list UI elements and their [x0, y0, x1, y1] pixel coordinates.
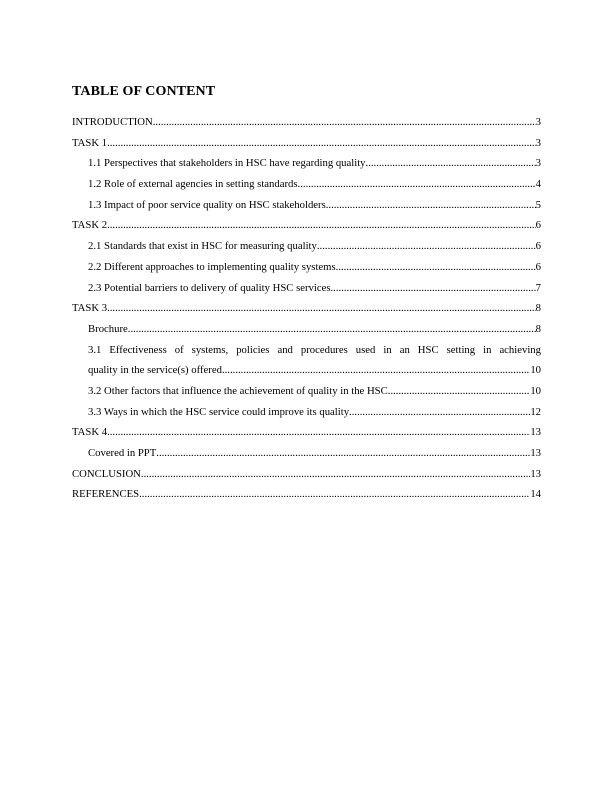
toc-entry-2-1[interactable]: [72, 236, 541, 257]
dot-leader: [222, 360, 530, 381]
toc-entry-3-3[interactable]: [72, 402, 541, 423]
toc-entry-page: 8: [535, 302, 541, 315]
dot-leader: [388, 381, 531, 402]
toc-entry-page: 3: [535, 116, 541, 128]
toc-entry-label: Brochure: [88, 322, 128, 335]
toc-entry-references[interactable]: [72, 484, 541, 505]
dot-leader: [298, 174, 536, 195]
toc-entry-brochure[interactable]: [72, 319, 541, 340]
toc-entry-1-2[interactable]: [72, 174, 541, 195]
dot-leader: [366, 153, 536, 174]
toc-entry-label: 1.1 Perspectives that stakeholders in HSC have regarding quality: [88, 157, 366, 170]
table-of-contents: [72, 112, 541, 505]
toc-entry-label: 1.2 Role of external agencies in setting standards: [88, 178, 298, 191]
dot-leader: [107, 133, 536, 154]
toc-entry-page: 5: [535, 198, 541, 211]
toc-entry-2-2[interactable]: [72, 257, 541, 278]
toc-entry-page: 7: [535, 281, 541, 294]
toc-entry-page: 4: [535, 178, 541, 191]
toc-entry-label: Covered in PPT: [88, 447, 157, 459]
dot-leader: [349, 402, 530, 423]
toc-title: TABLE OF CONTENT: [72, 84, 216, 99]
dot-leader: [107, 422, 530, 443]
toc-entry-page: 13: [530, 426, 541, 439]
toc-entry-page: 3: [535, 157, 541, 170]
toc-entry-task-3[interactable]: [72, 298, 541, 319]
toc-entry-label: 3.2 Other factors that influence the achievement of quality in the HSC: [88, 384, 388, 397]
dot-leader: [128, 319, 536, 340]
dot-leader: [331, 278, 536, 299]
dot-leader: [336, 257, 536, 278]
dot-leader: [139, 484, 530, 505]
toc-entry-1-3[interactable]: [72, 195, 541, 216]
toc-entry-page: 10: [530, 364, 541, 377]
toc-entry-label: TASK 3: [72, 302, 108, 315]
toc-entry-conclusion[interactable]: [72, 464, 541, 485]
toc-entry-page: 8: [535, 322, 541, 335]
dot-leader: [107, 298, 536, 319]
dot-leader: [326, 195, 536, 216]
toc-entry-label: 1.3 Impact of poor service quality on HSC stakeholders: [88, 198, 326, 211]
toc-entry-label: INTRODUCTION: [72, 116, 153, 128]
toc-entry-label: REFERENCES: [72, 488, 140, 501]
toc-entry-2-3[interactable]: [72, 278, 541, 299]
toc-entry-1-1[interactable]: [72, 153, 541, 174]
toc-entry-page: 6: [535, 240, 541, 253]
toc-entry-label: TASK 2: [72, 219, 108, 232]
toc-entry-page: 12: [530, 405, 541, 418]
toc-entry-page: 3: [535, 136, 541, 149]
dot-leader: [156, 443, 530, 464]
toc-entry-3-2[interactable]: [72, 381, 541, 402]
dot-leader: [107, 215, 536, 236]
toc-entry-label: 2.1 Standards that exist in HSC for measuring quality: [88, 240, 317, 253]
dot-leader: [141, 464, 530, 485]
toc-entry-page: 6: [535, 260, 541, 273]
toc-entry-introduction[interactable]: [72, 112, 541, 133]
toc-entry-page: 14: [530, 488, 541, 501]
toc-entry-label-line2: quality in the service(s) offered: [88, 364, 222, 377]
toc-entry-3-1[interactable]: [72, 340, 541, 381]
dot-leader: [153, 112, 536, 133]
toc-entry-task-4[interactable]: [72, 422, 541, 443]
toc-entry-page: 13: [530, 447, 541, 459]
toc-entry-page: 10: [530, 384, 541, 397]
toc-entry-label: TASK 4: [72, 426, 108, 439]
dot-leader: [317, 236, 536, 257]
toc-entry-covered-in-ppt[interactable]: [72, 443, 541, 464]
toc-entry-label: 2.3 Potential barriers to delivery of quality HSC services: [88, 281, 331, 294]
toc-entry-task-2[interactable]: [72, 215, 541, 236]
toc-entry-task-1[interactable]: [72, 133, 541, 154]
toc-entry-label: 2.2 Different approaches to implementing quality systems: [88, 260, 336, 273]
toc-entry-label: TASK 1: [72, 136, 108, 149]
toc-entry-page: 13: [530, 467, 541, 480]
toc-entry-label: CONCLUSION: [72, 467, 141, 480]
toc-entry-label: 3.3 Ways in which the HSC service could improve its quality: [88, 405, 350, 418]
toc-entry-page: 6: [535, 219, 541, 232]
toc-entry-label-line1: 3.1 Effectiveness of systems, policies and procedures used in an HSC setting in achieving: [88, 343, 541, 356]
